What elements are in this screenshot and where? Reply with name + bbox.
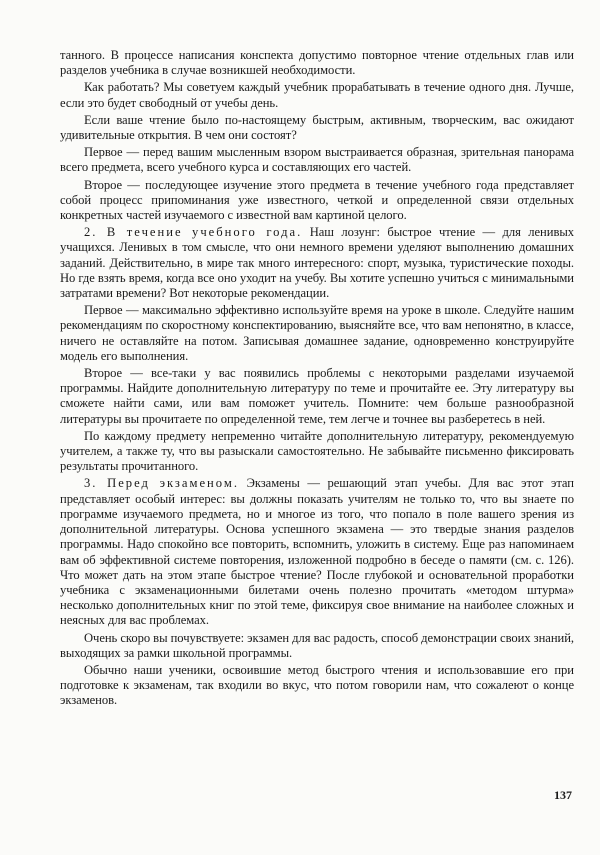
paragraph-1	[60, 48, 574, 78]
paragraph-10-text: Экзамены — решающий этап учебы. Для вас этот этап представляет особый интерес: вы должны показать учителям не только то, что вы знаете по программе изучаемого предмета, но и многое из того, что попало в поле вашего зрения из дополнительной литературы. Основа успешного экзамена — это твердые знания разделов программы. Надо спокойно все повторить, вспомнить, уложить в систему. Еще раз напоминаем вам об эффективной системе повторения, изложенной подробно в беседе о памяти (см. с. 126). Что может дать на этом этапе быстрое чтение? После глубокой и основательной проработки учебника с экзаменационными билетами очень полезно прочитать «методом штурма» несколько дополнительных книг по этой теме, фиксируя свое внимание на наиболее сложных и неясных для вас проблемах.	[60, 476, 574, 628]
paragraph-7	[60, 303, 574, 364]
paragraph-3-text: Если ваше чтение было по-настоящему быстрым, активным, творческим, вас ожидают удивительные открытия. В чем они состоят?	[60, 112, 574, 143]
section-heading-school-year: 2. В течение учебного года.	[84, 225, 303, 240]
paragraph-5-text: Второе — последующее изучение этого предмета в течение учебного года представляет собой процесс припоминания уже известного, четкой и определенной связи отдельных конкретных частей изучаемого с известной вам картиной целого.	[60, 177, 574, 223]
paragraph-11-text: Очень скоро вы почувствуете: экзамен для вас радость, способ демонстрации своих знаний, выходящих за рамки школьной программы.	[60, 630, 574, 660]
page-number: 137	[554, 788, 572, 802]
section-heading-before-exam: 3. Перед экзаменом.	[84, 476, 239, 491]
paragraph-4	[60, 145, 574, 175]
paragraph-7-text: Первое — максимально эффективно используйте время на уроке в школе. Следуйте нашим рекомендациям по скоростному конспектированию, выясняйте все, что вам непонятно, в классе, ничего не оставляйте на потом. Записывая домашнее задание, одновременно конструируйте модель его выполнения.	[60, 303, 574, 363]
paragraph-3	[60, 113, 574, 143]
paragraph-4-text: Первое — перед вашим мысленным взором выстраивается образная, зрительная панорама всего предмета, всего учебного курса и составляющих его частей.	[60, 145, 574, 175]
paragraph-8-text: Второе — все-таки у вас появились проблемы с некоторыми разделами изучаемой программы. Найдите дополнительную литературу по теме и прочитайте ее. Эту литературу вы сможете найти сами, или вам поможет учитель. Помните: чем больше разнообразной литературы вы прочитаете по определенной теме, тем легче и точнее вы разберетесь в ней.	[60, 366, 574, 426]
paragraph-6	[60, 225, 574, 301]
paragraph-8	[60, 366, 574, 427]
paragraph-12	[60, 663, 574, 709]
paragraph-9	[60, 429, 574, 475]
paragraph-5	[60, 178, 574, 224]
paragraph-12-text: Обычно наши ученики, освоившие метод быстрого чтения и использовавшие его при подготовке к экзаменам, так входили во вкус, что потом говорили нам, что сожалеют о конце экзаменов.	[60, 662, 574, 708]
paragraph-6-text: Наш лозунг: быстрое чтение — для ленивых учащихся. Ленивых в том смысле, что они немного времени уделяют выполнению домашних заданий. Действительно, в мире так много интересного: спорт, музыка, туристические походы. Но где взять время, когда все оно уходит на учебу. Вы хотите успешно учиться с минимальными затратами времени? Вот некоторые рекомендации.	[60, 225, 574, 301]
paragraph-11	[60, 631, 574, 661]
paragraph-9-text: По каждому предмету непременно читайте дополнительную литературу, рекомендуемую учителем, а также ту, что вы разыскали самостоятельно. Не забывайте письменно фиксировать результаты прочитанного.	[60, 428, 574, 474]
paragraph-2-text: Как работать? Мы советуем каждый учебник прорабатывать в течение одного дня. Лучше, если это будет свободный от учебы день.	[60, 80, 574, 110]
paragraph-1-text: танного. В процессе написания конспекта допустимо повторное чтение отдельных глав или разделов учебника в случае возникшей необходимости.	[60, 48, 574, 78]
body-text	[60, 48, 574, 711]
paragraph-2	[60, 80, 574, 110]
paragraph-10	[60, 476, 574, 628]
